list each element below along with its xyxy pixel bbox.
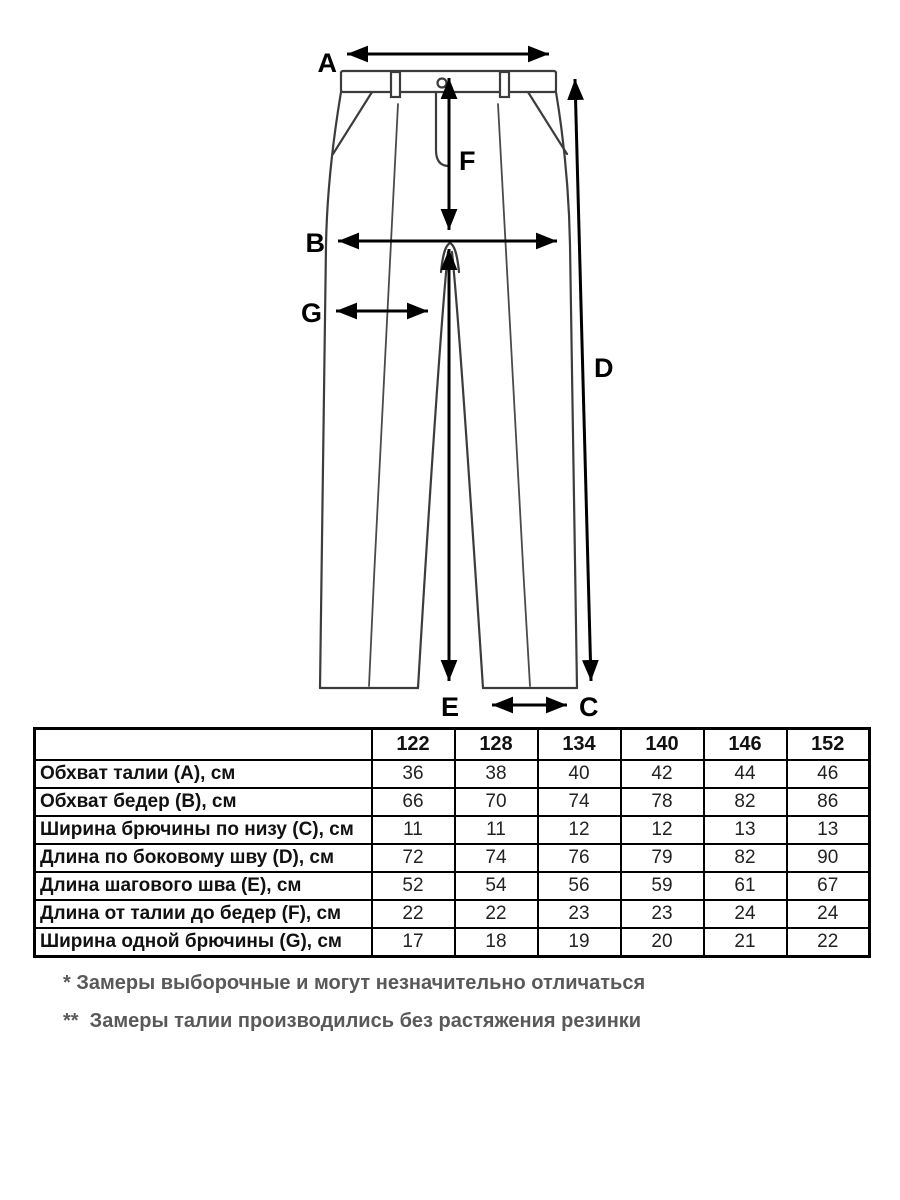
measurement-row-label: Ширина одной брючины (G), см: [35, 928, 372, 957]
size-value-cell: 36: [372, 760, 455, 788]
size-column-header: 122: [372, 729, 455, 761]
size-value-cell: 54: [455, 872, 538, 900]
corner-cell: [35, 729, 372, 761]
footnote-2: ** Замеры талии производились без растяжения резинки: [63, 1010, 642, 1032]
size-value-cell: 82: [704, 788, 787, 816]
label-e: E: [440, 692, 460, 722]
belt-loop-right: [500, 72, 509, 97]
size-value-cell: 38: [455, 760, 538, 788]
table-row: [35, 872, 870, 900]
size-value-cell: 11: [372, 816, 455, 844]
size-value-cell: 74: [538, 788, 621, 816]
left-inseam: [418, 252, 448, 688]
size-column-header: 128: [455, 729, 538, 761]
table-row: [35, 760, 870, 788]
size-value-cell: 12: [538, 816, 621, 844]
size-value-cell: 13: [704, 816, 787, 844]
left-leg-crease: [369, 104, 398, 686]
size-value-cell: 70: [455, 788, 538, 816]
size-column-header: 146: [704, 729, 787, 761]
right-inseam: [452, 252, 483, 688]
size-table-header-row: [35, 729, 870, 761]
size-value-cell: 79: [621, 844, 704, 872]
size-value-cell: 11: [455, 816, 538, 844]
size-value-cell: 74: [455, 844, 538, 872]
size-value-cell: 18: [455, 928, 538, 957]
label-a: A: [317, 48, 337, 78]
size-value-cell: 42: [621, 760, 704, 788]
table-row: [35, 788, 870, 816]
measurement-labels: [301, 48, 614, 722]
size-value-cell: 78: [621, 788, 704, 816]
table-row: [35, 928, 870, 957]
table-row: [35, 844, 870, 872]
label-d: D: [594, 353, 614, 383]
size-column-header: 152: [787, 729, 870, 761]
size-value-cell: 52: [372, 872, 455, 900]
size-table: [33, 727, 871, 958]
arrow-d-side-seam: [575, 79, 591, 681]
size-value-cell: 17: [372, 928, 455, 957]
size-column-header: 134: [538, 729, 621, 761]
size-value-cell: 22: [455, 900, 538, 928]
size-value-cell: 21: [704, 928, 787, 957]
table-row: [35, 900, 870, 928]
size-value-cell: 61: [704, 872, 787, 900]
size-value-cell: 44: [704, 760, 787, 788]
right-leg-crease: [498, 104, 530, 686]
size-value-cell: 82: [704, 844, 787, 872]
footnotes: [63, 972, 645, 1048]
size-value-cell: 24: [787, 900, 870, 928]
size-value-cell: 12: [621, 816, 704, 844]
label-g: G: [300, 298, 322, 328]
size-value-cell: 19: [538, 928, 621, 957]
measurement-row-label: Длина по боковому шву (D), см: [35, 844, 372, 872]
size-value-cell: 67: [787, 872, 870, 900]
size-value-cell: 20: [621, 928, 704, 957]
measurement-row-label: Ширина брючины по низу (C), см: [35, 816, 372, 844]
label-c: C: [579, 692, 599, 722]
size-value-cell: 46: [787, 760, 870, 788]
measurement-row-label: Длина от талии до бедер (F), см: [35, 900, 372, 928]
size-value-cell: 76: [538, 844, 621, 872]
size-value-cell: 40: [538, 760, 621, 788]
size-value-cell: 23: [538, 900, 621, 928]
footnote-1: * Замеры выборочные и могут незначительно отличаться: [63, 972, 646, 994]
belt-loop-left: [391, 72, 400, 97]
label-f: F: [459, 146, 476, 176]
left-side-seam: [320, 92, 341, 688]
size-value-cell: 90: [787, 844, 870, 872]
measurement-row-label: Длина шагового шва (E), см: [35, 872, 372, 900]
size-value-cell: 23: [621, 900, 704, 928]
size-value-cell: 13: [787, 816, 870, 844]
size-value-cell: 24: [704, 900, 787, 928]
size-column-header: 140: [621, 729, 704, 761]
size-value-cell: 66: [372, 788, 455, 816]
right-side-seam: [556, 92, 577, 688]
size-value-cell: 22: [787, 928, 870, 957]
table-row: [35, 816, 870, 844]
size-value-cell: 72: [372, 844, 455, 872]
waist-button: [438, 79, 447, 88]
label-b: B: [305, 228, 325, 258]
size-value-cell: 86: [787, 788, 870, 816]
size-value-cell: 22: [372, 900, 455, 928]
measurement-row-label: Обхват талии (A), см: [35, 760, 372, 788]
measurement-row-label: Обхват бедер (B), см: [35, 788, 372, 816]
size-value-cell: 59: [621, 872, 704, 900]
size-value-cell: 56: [538, 872, 621, 900]
